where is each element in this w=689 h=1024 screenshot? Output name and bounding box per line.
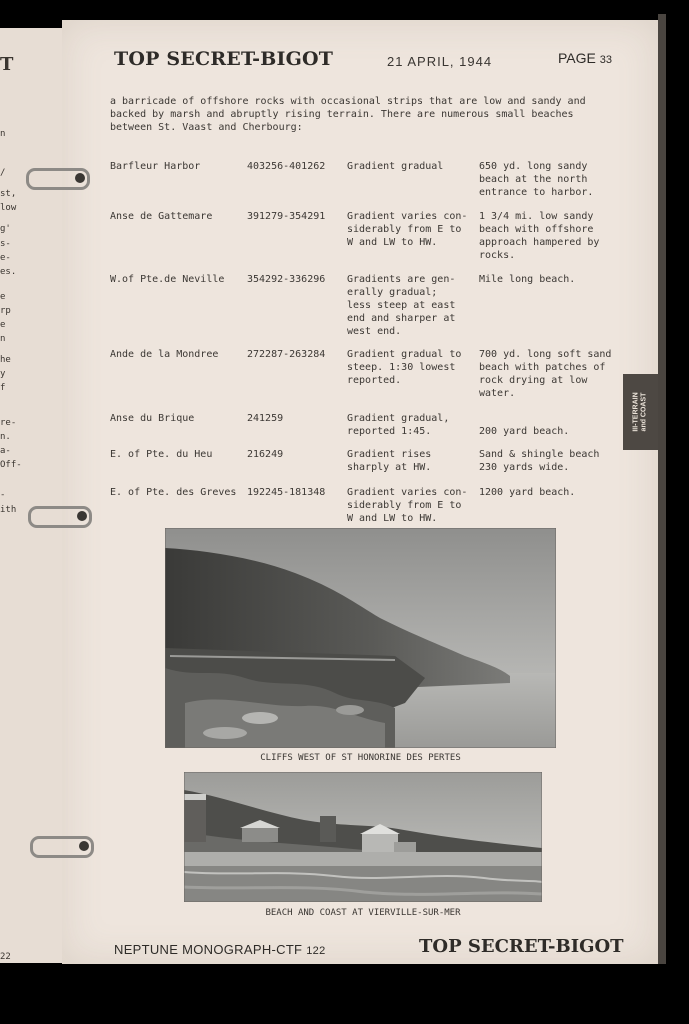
header-date: 21 APRIL, 1944 (387, 54, 493, 69)
left-page-text: e- (0, 253, 11, 263)
footer-classification: TOP SECRET-BIGOT (419, 936, 624, 957)
left-page-text: a- (0, 446, 11, 456)
left-page-text: n (0, 334, 6, 344)
footer-monograph-number: 122 (306, 945, 326, 957)
cliffs-photo-image (165, 528, 556, 748)
beach-gradient: Gradient gradual to steep. 1:30 lowest reported. (347, 349, 462, 386)
left-page-text: he (0, 355, 11, 365)
document-page (62, 20, 658, 964)
beach-coords: 391279-354291 (247, 211, 326, 222)
beach-description: Sand & shingle beach 230 yards wide. (479, 449, 600, 473)
page-number: 33 (599, 54, 613, 66)
photo-caption-beach: BEACH AND COAST AT VIERVILLE-SUR-MER (265, 908, 461, 918)
beach-gradient: Gradient gradual (347, 161, 444, 172)
beach-name: E. of Pte. des Greves (110, 487, 237, 498)
beach-coords: 241259 (247, 413, 284, 424)
left-page-text: re- (0, 418, 17, 428)
left-page-text: n. (0, 432, 11, 442)
intro-paragraph: a barricade of offshore rocks with occasional strips that are low and sandy and backed by marsh and abruptly rising terrain. There are numerous small beaches between St. Vaast and Cherbourg: (110, 96, 586, 133)
footer-monograph-label: NEPTUNE MONOGRAPH-CTF (114, 942, 303, 957)
left-page-text: e (0, 320, 6, 330)
beach-photo-image (184, 772, 542, 902)
photo-cliffs (165, 528, 556, 748)
beach-gradient: Gradient varies con- siderably from E to W and LW to HW. (347, 487, 468, 524)
beach-description: 200 yard beach. (479, 426, 570, 437)
left-page-text: - (0, 490, 6, 500)
binder-hole (79, 841, 89, 851)
photo-caption-cliffs: CLIFFS WEST OF ST HONORINE DES PERTES (260, 753, 461, 763)
beach-coords: 216249 (247, 449, 284, 460)
left-page-text: g' (0, 224, 11, 234)
left-page-number: 22 (0, 952, 11, 962)
beach-coords: 272287-263284 (247, 349, 326, 360)
left-page-text: Off- (0, 460, 22, 470)
binder-ring (30, 836, 94, 858)
beach-gradient: Gradients are gen- erally gradual; less steep at east end and sharper at west end. (347, 274, 456, 337)
left-page-text: f (0, 383, 6, 393)
beach-coords: 354292-336296 (247, 274, 326, 285)
left-page-text: st, (0, 189, 17, 199)
beach-description: 1 3/4 mi. low sandy beach with offshore approach hampered by rocks. (479, 211, 600, 261)
left-page-text: T (0, 54, 14, 75)
header-page (558, 50, 612, 66)
section-tab-label: III-TERRAIN and COAST (632, 392, 648, 432)
left-page-text: rp (0, 306, 11, 316)
page-label: PAGE (558, 50, 596, 66)
beach-coords: 403256-401262 (247, 161, 326, 172)
beach-name: Anse de Gattemare (110, 211, 213, 222)
header-classification: TOP SECRET-BIGOT (114, 48, 334, 70)
photo-beach (184, 772, 542, 902)
beach-name: E. of Pte. du Heu (110, 449, 213, 460)
left-page-text: ith (0, 505, 17, 515)
beach-description: 700 yd. long soft sand beach with patches of rock drying at low water. (479, 349, 612, 399)
binder-ring (28, 506, 92, 528)
beach-description: 1200 yard beach. (479, 487, 576, 498)
left-page-text: / (0, 168, 6, 178)
beach-description: 650 yd. long sandy beach at the north entrance to harbor. (479, 161, 594, 198)
beach-name: W.of Pte.de Neville (110, 274, 225, 285)
beach-name: Ande de la Mondree (110, 349, 219, 360)
beach-description: Mile long beach. (479, 274, 576, 285)
beach-gradient: Gradient rises sharply at HW. (347, 449, 432, 473)
binder-hole (75, 173, 85, 183)
binder-hole (77, 511, 87, 521)
beach-name: Barfleur Harbor (110, 161, 201, 172)
left-page-text: e (0, 292, 6, 302)
left-page-text: n (0, 129, 6, 139)
beach-coords: 192245-181348 (247, 487, 326, 498)
beach-gradient: Gradient gradual, reported 1:45. (347, 413, 450, 437)
section-tab[interactable] (623, 374, 658, 450)
beach-gradient: Gradient varies con- siderably from E to W and LW to HW. (347, 211, 468, 248)
left-page-text: es. (0, 267, 17, 277)
footer-monograph (114, 942, 326, 957)
page-edge (658, 14, 666, 964)
left-page-text: low (0, 203, 17, 213)
left-page-text: s- (0, 239, 11, 249)
binder-ring (26, 168, 90, 190)
beach-name: Anse du Brique (110, 413, 195, 424)
left-page-text: y (0, 369, 6, 379)
